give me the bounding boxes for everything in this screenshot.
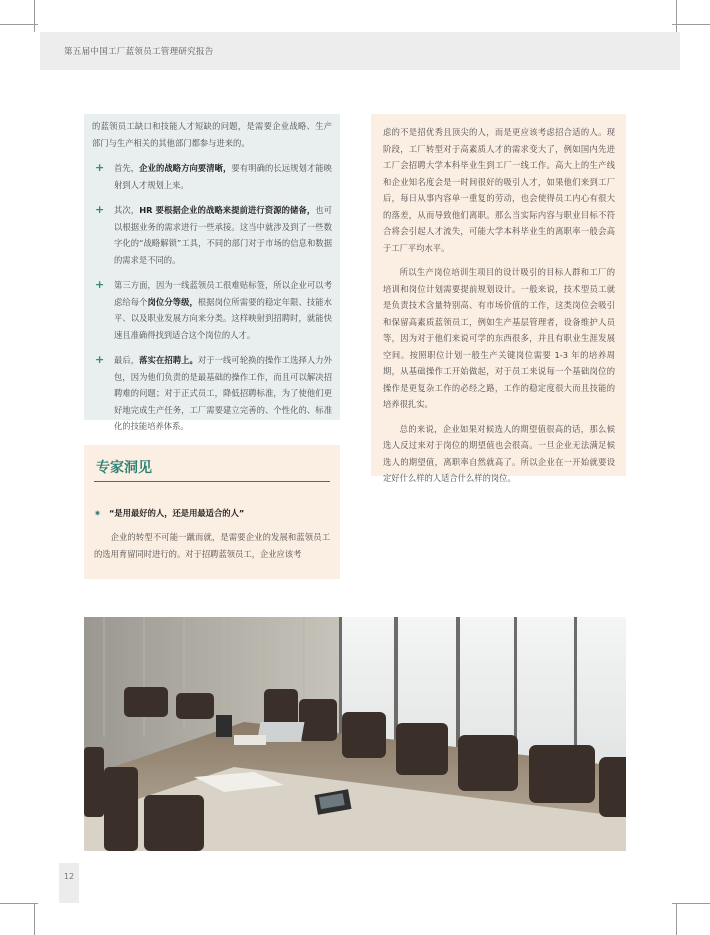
crop-mark (0, 903, 38, 904)
plus-icon: + (95, 161, 105, 174)
crop-mark (676, 0, 677, 32)
crop-mark (34, 903, 35, 935)
intro-paragraph: 的蓝领员工缺口和技能人才短缺的问题，是需要企业战略、生产部门与生产相关的其他部门都参与进来的。 (92, 121, 332, 148)
page-number: 12 (59, 863, 79, 903)
star-bullet-icon: ✷ (94, 508, 101, 518)
crop-mark (0, 24, 38, 25)
conference-room-photo (84, 617, 626, 851)
bullet-lead: 首先， (114, 163, 140, 173)
bullet-text: 也可以根据业务的需求进行一些承接。这当中就涉及到了一些数字化的“战略解锁”工具，不同的部门对于市场的信息和数据的需求是不同的。 (114, 205, 332, 265)
crop-mark (34, 0, 35, 32)
body-paragraph: 总的来说，企业如果对候选人的期望值很高的话，那么候选人反过来对于岗位的期望值也会很高。一旦企业无法满足候选人的期望值，离职率自然就高了。所以企业在一开始就要设定好什么样的人适合什么样的岗位。 (383, 423, 615, 483)
bullet-lead: 最后， (114, 355, 140, 365)
pull-quote (94, 507, 244, 519)
plus-icon: + (95, 278, 105, 291)
crop-mark (672, 24, 710, 25)
list-item (92, 160, 332, 193)
heading-divider (94, 481, 330, 482)
body-paragraph: 虑的不是招优秀且顶尖的人，而是更应该考虑招合适的人。现阶段，工厂转型对于高素质人才的需求变大了，例如国内先进工厂会招聘大学本科毕业生到工厂一线工作。高大上的生产线和企业知名度会是一时间很好的吸引人才，如果他们来到工厂后，每日从事内容单一重复的劳动，也会使得员工内心有很大的落差，从而导致他们离职。那么当实际内容与职业目标不符合将会引起人才流失，可能大学本科毕业生的离职率一般会高于工厂平均水平。 (383, 127, 615, 253)
bullet-text: 对于一线可轮换的操作工选择人力外包，因为他们负责的是最基础的操作工作，而且可以解决招聘难的问题；对于正式员工，降低招聘标准，为了使他们更好地完成生产任务，工厂需要建立完善的、个性化的、标准化的技能培养体系。 (114, 355, 332, 431)
bullet-bold: 企业的战略方向要清晰， (139, 163, 232, 173)
bullet-bold: 落实在招聘上。 (139, 355, 198, 365)
expert-paragraph: 企业的转型不可能一蹴而就，是需要企业的发展和蓝领员工的选用育留同时进行的。对于招聘蓝领员工，企业应该考 (94, 532, 330, 559)
crop-mark (672, 903, 710, 904)
list-item (92, 202, 332, 268)
bullet-lead: 其次， (114, 205, 140, 215)
report-title: 第五届中国工厂蓝领员工管理研究报告 (64, 47, 214, 57)
bullet-text: 根据岗位所需要的稳定年限、技能水平、以及职业发展方向来分类。这样映射到招聘时，就能快速且准确得找到适合这个岗位的人才。 (114, 296, 332, 340)
plus-icon: + (95, 203, 105, 216)
section-heading: 专家洞见 (96, 460, 152, 476)
bullet-lead: 第三方面，因为一线蓝领员工很难贴标签，所以企业可以考虑给每个 (114, 280, 332, 307)
quote-text: “是用最好的人，还是用最适合的人” (108, 508, 245, 518)
running-header (40, 32, 680, 70)
bullet-bold: HR 要根据企业的战略来提前进行资源的储备， (139, 205, 316, 215)
strategy-panel (84, 114, 340, 431)
crop-mark (676, 903, 677, 935)
bullet-bold: 岗位分等级， (147, 296, 198, 307)
list-item (92, 352, 332, 435)
continuation-panel (371, 114, 626, 483)
body-paragraph: 所以生产岗位培训生项目的设计吸引的目标人群和工厂的培训和岗位计划需要提前规划设计。一般来说，技术型员工就是负责技术含量特别高、有市场价值的工作，这类岗位会吸引和保留高素质蓝领员工，例如生产基层管理者，设备维护人员等，因为对于他们来说可学的东西很多，并且有职业生涯发展空间。按照职位计划一般生产关键岗位需要 1-3 年的培养周期，从基础操作工开始做起，对于员工来说每一个基础岗位的操作是更复杂工作的必经之路，工作的稳定度很大而且技能的培养很扎实。 (383, 267, 615, 409)
expert-insight-panel (84, 445, 340, 579)
plus-icon: + (95, 353, 105, 366)
bullet-text: 要有明确的长远规划才能映射到人才规划上来。 (114, 163, 332, 190)
list-item (92, 277, 332, 343)
